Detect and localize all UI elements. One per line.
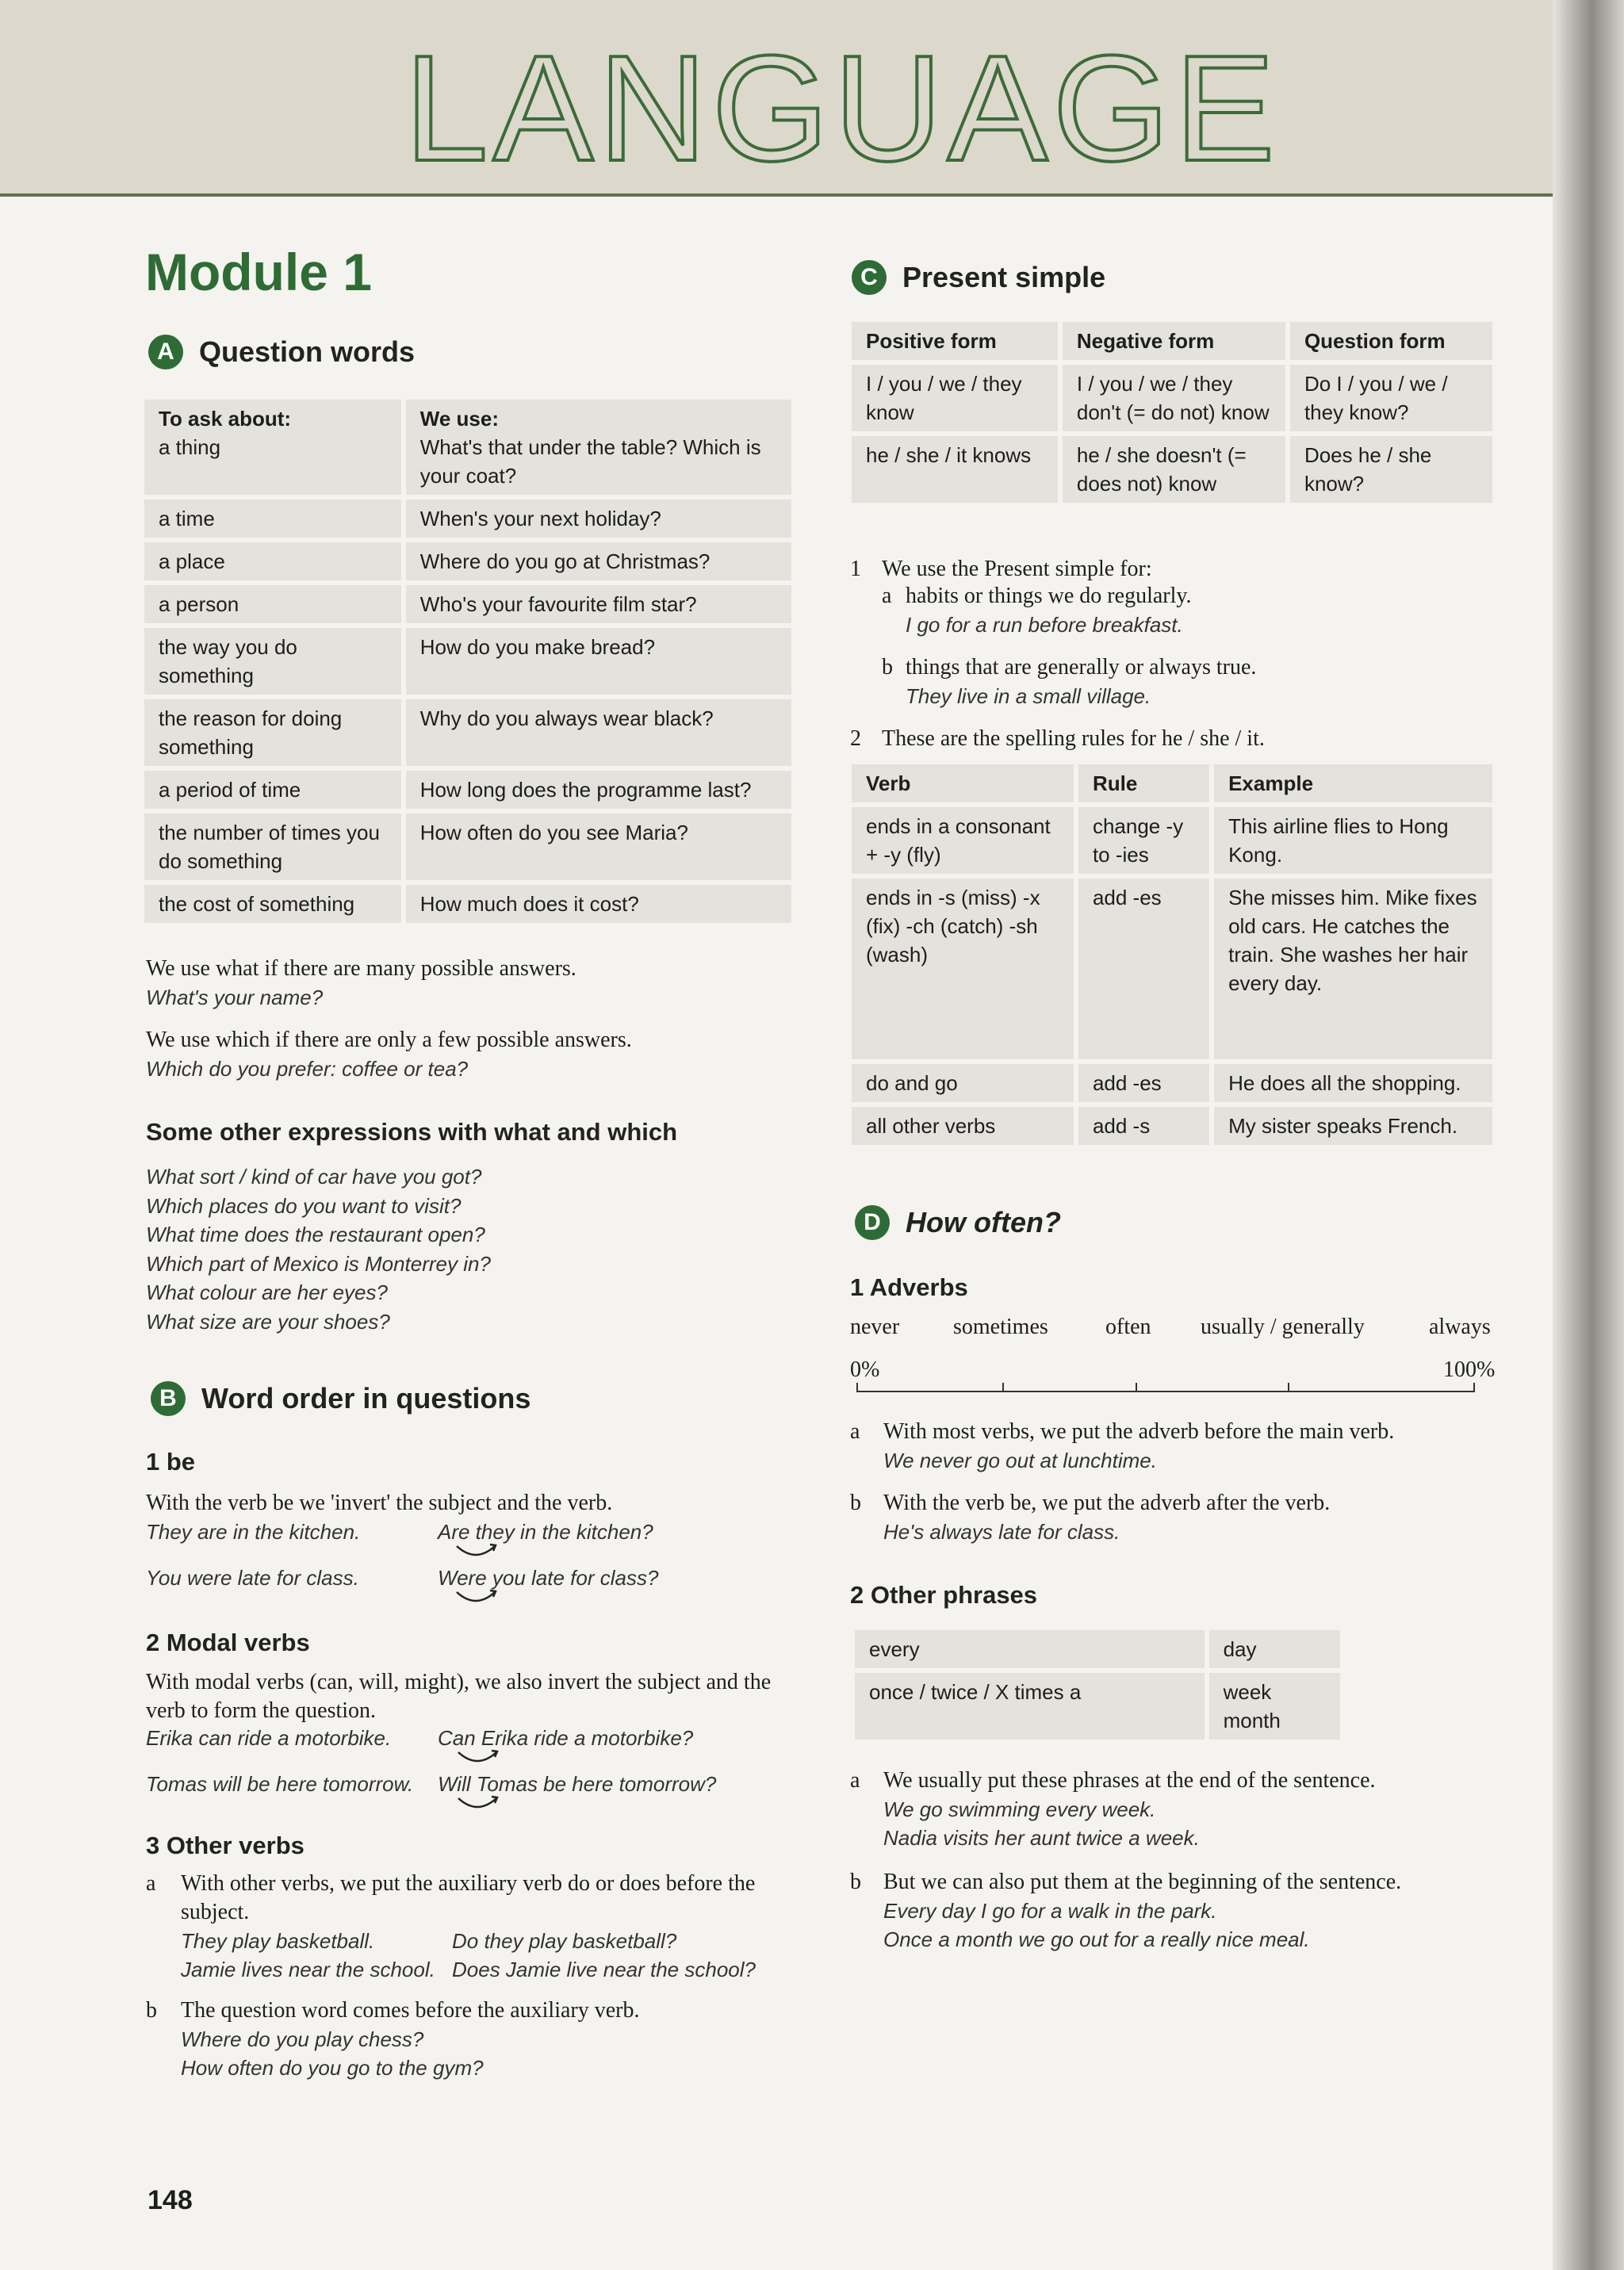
table-row	[144, 628, 791, 695]
other-statement: Jamie lives near the school.	[181, 1958, 435, 1981]
table-row	[144, 500, 791, 538]
table-cell: he / she / it knows	[852, 436, 1058, 503]
adverb-note-a-text: With most verbs, we put the adverb before the main verb.	[883, 1419, 1395, 1444]
inversion-arrow	[454, 1795, 501, 1814]
scale-min: 0%	[850, 1357, 880, 1382]
item-letter: b	[850, 1870, 861, 1894]
section-d-title: How often?	[906, 1206, 1061, 1238]
use-a-text: habits or things we do regularly.	[906, 584, 1192, 608]
adverb-never: never	[850, 1315, 900, 1339]
table-header: Verb	[852, 764, 1074, 802]
phrase-note-b-text: But we can also put them at the beginning of the sentence.	[883, 1870, 1402, 1894]
table-row	[144, 699, 791, 766]
table-cell: week month	[1209, 1673, 1340, 1740]
section-c-heading	[852, 260, 1105, 295]
item-letter: a	[850, 1768, 860, 1793]
table-cell: the cost of something	[144, 885, 401, 923]
table-cell: a period of time	[144, 771, 401, 809]
adverb-always: always	[1429, 1315, 1491, 1339]
table-cell: ends in a consonant + -y (fly)	[852, 807, 1074, 874]
table-header: Negative form	[1063, 322, 1285, 360]
item-letter: a	[882, 584, 892, 608]
col-head: We use:	[419, 407, 499, 431]
page-number: 148	[147, 2185, 193, 2215]
modal-explanation: With modal verbs (can, will, might), we also invert the subject and the verb to form the question.	[146, 1670, 772, 1723]
page-header-title: LANGUAGE	[404, 25, 1280, 193]
table-header: Question form	[1290, 322, 1492, 360]
item-letter: b	[882, 655, 893, 679]
section-d-heading	[855, 1205, 1061, 1240]
subheading-other-phrases: 2 Other phrases	[850, 1581, 1038, 1609]
col-head: To ask about:	[159, 407, 292, 431]
table-cell-text: a thing	[159, 435, 221, 459]
use-b-example: They live in a small village.	[906, 684, 1151, 708]
book-spine-shadow	[1553, 0, 1624, 2270]
item-letter: b	[850, 1491, 861, 1515]
table-row	[144, 400, 791, 495]
table-header: Rule	[1078, 764, 1209, 802]
table-row	[852, 807, 1492, 874]
scale-tick	[1288, 1383, 1289, 1392]
use-a	[882, 582, 1508, 611]
table-cell: Why do you always wear black?	[406, 699, 791, 766]
item-letter: a	[850, 1419, 860, 1444]
item-letter: a	[146, 1871, 156, 1896]
table-cell: a person	[144, 585, 401, 623]
phrase-note-b	[850, 1868, 1508, 1897]
table-row	[144, 885, 791, 923]
be-explanation: With the verb be we 'invert' the subject and the verb.	[146, 1491, 613, 1515]
use-b	[882, 653, 1508, 682]
other-verbs-b-text: The question word comes before the auxiliary verb.	[181, 1998, 640, 2023]
other-verbs-a-text: With other verbs, we put the auxiliary verb do or does before the subject.	[181, 1871, 756, 1924]
table-cell: Where do you go at Christmas?	[406, 542, 791, 580]
table-cell: He does all the shopping.	[1214, 1064, 1492, 1102]
table-header: Example	[1214, 764, 1492, 802]
phrase-note-b-example: Once a month we go out for a really nice meal.	[883, 1927, 1310, 1951]
section-a-title: Question words	[199, 335, 416, 368]
table-row	[144, 771, 791, 809]
spelling-rules-table	[847, 760, 1497, 1150]
inversion-arrow	[454, 1749, 501, 1768]
other-verbs-a	[146, 1870, 804, 1927]
be-question: Were you late for class?	[438, 1566, 659, 1590]
table-cell: day	[1209, 1630, 1340, 1668]
be-question: Are they in the kitchen?	[438, 1520, 653, 1544]
inversion-arrow	[452, 1543, 500, 1562]
adverb-note-b-example: He's always late for class.	[883, 1520, 1120, 1544]
use-b-text: things that are generally or always true.	[906, 655, 1257, 679]
subheading-adverbs: 1 Adverbs	[850, 1273, 968, 1301]
modal-question: Will Tomas be here tomorrow?	[438, 1772, 717, 1796]
table-cell: a time	[144, 500, 401, 538]
list-item: What time does the restaurant open?	[146, 1223, 485, 1246]
table-cell: Do I / you / we / they know?	[1290, 365, 1492, 431]
table-cell: I / you / we / they don't (= do not) know	[1063, 365, 1285, 431]
frequency-scale	[856, 1391, 1475, 1392]
other-expressions-title: Some other expressions with what and which	[146, 1118, 678, 1146]
table-cell-text: What's that under the table? Which is your coat?	[419, 435, 761, 488]
question-word-example: How often do you go to the gym?	[181, 2056, 484, 2080]
section-b-title: Word order in questions	[201, 1382, 531, 1414]
phrase-note-a-text: We usually put these phrases at the end of the sentence.	[883, 1768, 1376, 1793]
inversion-arrow	[452, 1589, 500, 1608]
table-header-row	[852, 764, 1492, 802]
section-c-badge: C	[852, 260, 887, 295]
table-cell	[406, 400, 791, 495]
phrase-note-a	[850, 1767, 1508, 1795]
table-row	[144, 542, 791, 580]
header-band	[0, 0, 1624, 197]
table-cell: the number of times you do something	[144, 813, 401, 880]
be-statement: They are in the kitchen.	[146, 1520, 361, 1544]
adverb-note-b	[850, 1489, 1508, 1518]
table-cell	[144, 400, 401, 495]
table-cell: She misses him. Mike fixes old cars. He catches the train. She washes her hair every day.	[1214, 879, 1492, 1059]
spelling-intro-text: These are the spelling rules for he / she / it.	[882, 726, 1265, 751]
list-item: What size are your shoes?	[146, 1309, 390, 1334]
other-statement: They play basketball.	[181, 1929, 375, 1953]
question-word-example: Where do you play chess?	[181, 2027, 424, 2051]
scale-tick	[1136, 1383, 1137, 1392]
adverb-sometimes: sometimes	[953, 1315, 1048, 1339]
table-cell: ends in -s (miss) -x (fix) -ch (catch) -sh (wash)	[852, 879, 1074, 1059]
table-cell: My sister speaks French.	[1214, 1107, 1492, 1145]
list-item: Which places do you want to visit?	[146, 1193, 462, 1218]
table-cell: add -es	[1078, 1064, 1209, 1102]
table-row	[852, 436, 1492, 503]
other-expressions-list	[146, 1162, 780, 1336]
present-simple-table	[847, 317, 1497, 507]
table-row	[855, 1673, 1340, 1740]
be-statement: You were late for class.	[146, 1566, 359, 1590]
table-cell: This airline flies to Hong Kong.	[1214, 807, 1492, 874]
item-letter: b	[146, 1998, 157, 2023]
table-cell: once / twice / X times a	[855, 1673, 1205, 1740]
phrase-note-a-example: Nadia visits her aunt twice a week.	[883, 1826, 1200, 1850]
table-row	[852, 1064, 1492, 1102]
table-row	[852, 365, 1492, 431]
subheading-be: 1 be	[146, 1448, 196, 1476]
table-cell: When's your next holiday?	[406, 500, 791, 538]
scale-max: 100%	[1443, 1357, 1496, 1382]
modal-statement: Erika can ride a motorbike.	[146, 1726, 392, 1750]
table-cell: he / she doesn't (= does not) know	[1063, 436, 1285, 503]
table-cell: How much does it cost?	[406, 885, 791, 923]
table-cell: I / you / we / they know	[852, 365, 1058, 431]
phrase-note-a-example: We go swimming every week.	[883, 1797, 1156, 1821]
present-simple-use	[850, 555, 1508, 584]
item-number: 1	[850, 557, 861, 581]
other-question: Do they play basketball?	[452, 1929, 677, 1953]
phrase-note-b-example: Every day I go for a walk in the park.	[883, 1899, 1217, 1923]
subheading-modal: 2 Modal verbs	[146, 1629, 310, 1656]
scale-tick	[856, 1383, 858, 1392]
table-header-row	[852, 322, 1492, 360]
table-cell: How do you make bread?	[406, 628, 791, 695]
spelling-intro	[850, 725, 1508, 753]
table-cell: How long does the programme last?	[406, 771, 791, 809]
adverb-note-a	[850, 1418, 1508, 1446]
table-cell: the way you do something	[144, 628, 401, 695]
table-cell: change -y to -ies	[1078, 807, 1209, 874]
example-what: What's your name?	[146, 986, 324, 1009]
subheading-other-verbs: 3 Other verbs	[146, 1832, 304, 1859]
modal-statement: Tomas will be here tomorrow.	[146, 1772, 414, 1796]
section-b-heading	[151, 1381, 530, 1416]
table-cell: add -es	[1078, 879, 1209, 1059]
module-title: Module 1	[145, 243, 373, 301]
other-question: Does Jamie live near the school?	[452, 1958, 756, 1981]
table-cell: How often do you see Maria?	[406, 813, 791, 880]
item-number: 2	[850, 726, 861, 751]
modal-question: Can Erika ride a motorbike?	[438, 1726, 694, 1750]
note-which: We use which if there are only a few possible answers.	[146, 1028, 632, 1052]
question-words-table	[140, 395, 796, 928]
list-item: What colour are her eyes?	[146, 1280, 388, 1304]
adverb-note-b-text: With the verb be, we put the adverb after the verb.	[883, 1491, 1331, 1515]
table-row	[855, 1630, 1340, 1668]
section-d-badge: D	[855, 1205, 890, 1240]
table-row	[852, 1107, 1492, 1145]
use-a-example: I go for a run before breakfast.	[906, 613, 1183, 637]
table-cell: a place	[144, 542, 401, 580]
table-cell: add -s	[1078, 1107, 1209, 1145]
table-header: Positive form	[852, 322, 1058, 360]
adverb-note-a-example: We never go out at lunchtime.	[883, 1449, 1157, 1472]
adverb-usually-generally: usually / generally	[1201, 1315, 1365, 1339]
table-cell: do and go	[852, 1064, 1074, 1102]
table-cell: all other verbs	[852, 1107, 1074, 1145]
section-c-title: Present simple	[902, 261, 1106, 293]
use-intro-text: We use the Present simple for:	[882, 557, 1152, 581]
adverb-often: often	[1105, 1315, 1151, 1339]
table-cell: the reason for doing something	[144, 699, 401, 766]
table-row	[144, 813, 791, 880]
scale-tick	[1002, 1383, 1004, 1392]
table-row	[144, 585, 791, 623]
list-item: What sort / kind of car have you got?	[146, 1165, 482, 1189]
section-b-badge: B	[151, 1381, 186, 1416]
table-row	[852, 879, 1492, 1059]
note-what: We use what if there are many possible answers.	[146, 956, 576, 981]
other-phrases-table	[850, 1625, 1345, 1744]
section-a-heading	[148, 335, 415, 369]
scale-tick	[1473, 1383, 1475, 1392]
section-a-badge: A	[148, 335, 183, 369]
list-item: Which part of Mexico is Monterrey in?	[146, 1251, 491, 1276]
other-verbs-b	[146, 1996, 804, 2025]
table-cell: Does he / she know?	[1290, 436, 1492, 503]
example-which: Which do you prefer: coffee or tea?	[146, 1057, 469, 1081]
table-cell: Who's your favourite film star?	[406, 585, 791, 623]
table-cell: every	[855, 1630, 1205, 1668]
